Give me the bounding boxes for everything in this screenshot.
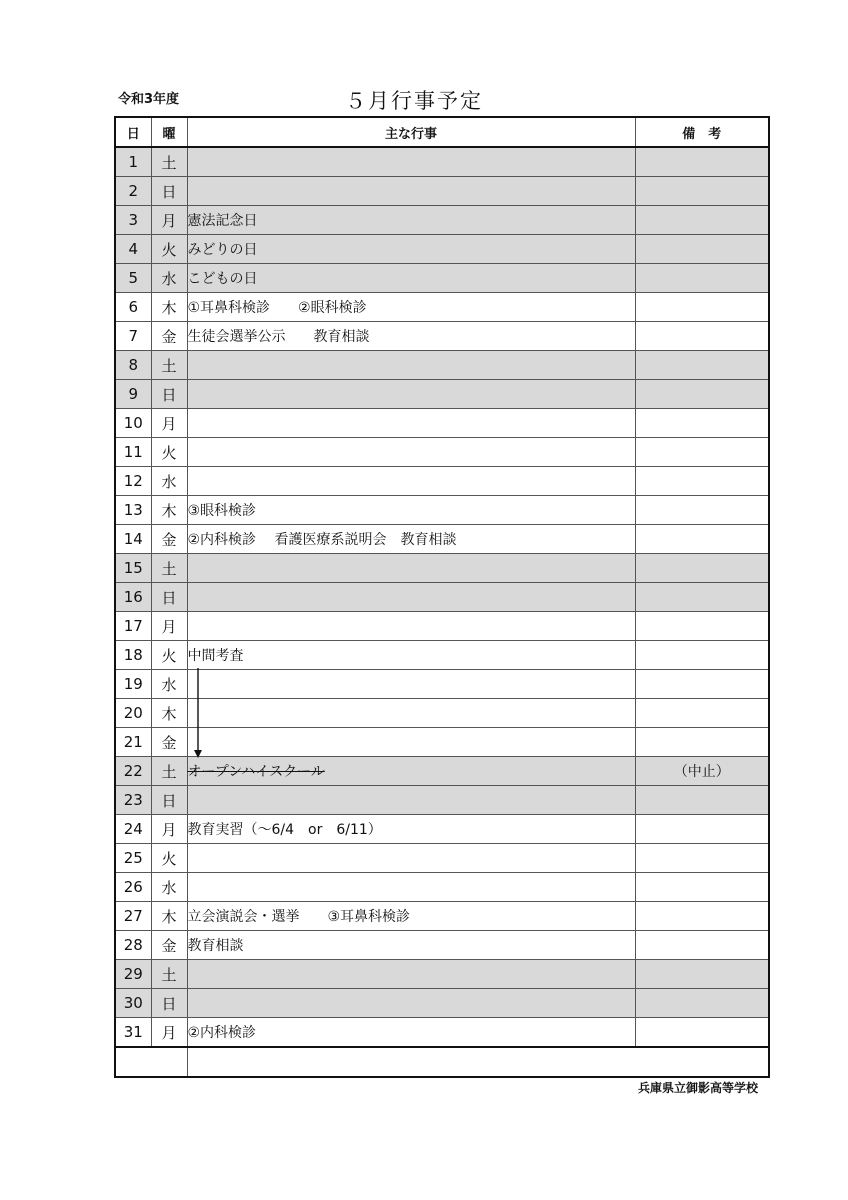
header-events: 主な行事 [187, 117, 635, 147]
event-cell: 立会演説会・選挙 ③耳鼻科検診 [187, 902, 635, 931]
weekday-cell: 木 [151, 496, 187, 525]
weekday-cell: 土 [151, 554, 187, 583]
weekday-cell: 日 [151, 989, 187, 1018]
day-cell: 27 [115, 902, 151, 931]
remarks-cell [635, 235, 769, 264]
table-row [115, 612, 769, 641]
day-cell: 25 [115, 844, 151, 873]
table-row [115, 728, 769, 757]
table-row [115, 380, 769, 409]
weekday-cell: 月 [151, 206, 187, 235]
day-cell: 17 [115, 612, 151, 641]
table-row [115, 438, 769, 467]
event-cell: 生徒会選挙公示 教育相談 [187, 322, 635, 351]
remarks-cell [635, 612, 769, 641]
remarks-cell [635, 206, 769, 235]
weekday-cell: 日 [151, 380, 187, 409]
event-cell [187, 786, 635, 815]
table-row [115, 467, 769, 496]
event-cell [187, 670, 635, 699]
header-day: 日 [115, 117, 151, 147]
day-cell: 5 [115, 264, 151, 293]
event-cell [187, 438, 635, 467]
weekday-cell: 水 [151, 264, 187, 293]
table-row [115, 177, 769, 206]
table-row [115, 931, 769, 960]
remarks-cell [635, 989, 769, 1018]
table-row [115, 699, 769, 728]
day-cell: 1 [115, 147, 151, 177]
remarks-cell [635, 583, 769, 612]
remarks-cell [635, 496, 769, 525]
remarks-cell [635, 351, 769, 380]
remarks-cell [635, 902, 769, 931]
weekday-cell: 火 [151, 641, 187, 670]
weekday-cell: 木 [151, 699, 187, 728]
page-title: ５月行事予定 [345, 89, 483, 113]
remarks-cell [635, 1018, 769, 1048]
remarks-cell [635, 467, 769, 496]
weekday-cell: 火 [151, 235, 187, 264]
remarks-cell [635, 699, 769, 728]
remarks-cell [635, 844, 769, 873]
day-cell: 29 [115, 960, 151, 989]
day-cell: 2 [115, 177, 151, 206]
remarks-cell [635, 641, 769, 670]
weekday-cell: 土 [151, 147, 187, 177]
remarks-cell [635, 670, 769, 699]
event-cell [187, 873, 635, 902]
event-cell: ③眼科検診 [187, 496, 635, 525]
day-cell: 3 [115, 206, 151, 235]
day-cell: 15 [115, 554, 151, 583]
event-cell [187, 844, 635, 873]
weekday-cell: 月 [151, 815, 187, 844]
day-cell: 20 [115, 699, 151, 728]
day-cell: 11 [115, 438, 151, 467]
remarks-cell [635, 380, 769, 409]
event-cell: 憲法記念日 [187, 206, 635, 235]
weekday-cell: 月 [151, 409, 187, 438]
remarks-cell [635, 931, 769, 960]
table-row [115, 815, 769, 844]
day-cell: 24 [115, 815, 151, 844]
remarks-cell [635, 147, 769, 177]
table-row [115, 757, 769, 786]
table-row [115, 525, 769, 554]
day-cell: 31 [115, 1018, 151, 1048]
event-cell [187, 989, 635, 1018]
remarks-cell [635, 786, 769, 815]
table-row [115, 206, 769, 235]
table-row [115, 322, 769, 351]
day-cell: 10 [115, 409, 151, 438]
event-cell: ②内科検診 看護医療系説明会 教育相談 [187, 525, 635, 554]
table-row [115, 960, 769, 989]
table-row [115, 496, 769, 525]
weekday-cell: 月 [151, 612, 187, 641]
event-cell [187, 757, 635, 786]
day-cell: 7 [115, 322, 151, 351]
remarks-cell [635, 554, 769, 583]
day-cell: 21 [115, 728, 151, 757]
day-cell: 18 [115, 641, 151, 670]
blank-cell-left [115, 1047, 187, 1077]
weekday-cell: 火 [151, 438, 187, 467]
event-cell [187, 467, 635, 496]
table-row [115, 409, 769, 438]
blank-footer-row [115, 1047, 769, 1077]
event-cell [187, 177, 635, 206]
table-row [115, 844, 769, 873]
remarks-cell: （中止） [635, 757, 769, 786]
weekday-cell: 水 [151, 670, 187, 699]
event-cell [187, 583, 635, 612]
day-cell: 14 [115, 525, 151, 554]
table-row [115, 641, 769, 670]
event-cell [187, 960, 635, 989]
remarks-cell [635, 815, 769, 844]
day-cell: 23 [115, 786, 151, 815]
event-cell [187, 380, 635, 409]
event-cell: ②内科検診 [187, 1018, 635, 1048]
weekday-cell: 金 [151, 931, 187, 960]
day-cell: 19 [115, 670, 151, 699]
table-row [115, 264, 769, 293]
weekday-cell: 日 [151, 786, 187, 815]
table-row [115, 351, 769, 380]
day-cell: 4 [115, 235, 151, 264]
header-weekday: 曜 [151, 117, 187, 147]
header-row [115, 117, 769, 147]
weekday-cell: 木 [151, 293, 187, 322]
blank-cell-right [187, 1047, 769, 1077]
remarks-cell [635, 960, 769, 989]
event-cell: 中間考査 [187, 641, 635, 670]
day-cell: 16 [115, 583, 151, 612]
table-row [115, 554, 769, 583]
weekday-cell: 木 [151, 902, 187, 931]
schedule-body [115, 147, 769, 1047]
table-row [115, 873, 769, 902]
event-cell: 教育実習（～6/4 or 6/11） [187, 815, 635, 844]
table-row [115, 293, 769, 322]
remarks-cell [635, 293, 769, 322]
school-name: 兵庫県立御影高等学校 [638, 1081, 759, 1095]
day-cell: 9 [115, 380, 151, 409]
weekday-cell: 金 [151, 525, 187, 554]
remarks-cell [635, 873, 769, 902]
event-cell [187, 351, 635, 380]
weekday-cell: 日 [151, 177, 187, 206]
day-cell: 8 [115, 351, 151, 380]
event-cell: ①耳鼻科検診 ②眼科検診 [187, 293, 635, 322]
day-cell: 30 [115, 989, 151, 1018]
weekday-cell: 金 [151, 728, 187, 757]
remarks-cell [635, 438, 769, 467]
cancelled-event: オープンハイスクール [187, 764, 325, 780]
event-cell: 教育相談 [187, 931, 635, 960]
remarks-cell [635, 264, 769, 293]
day-cell: 6 [115, 293, 151, 322]
event-cell: こどもの日 [187, 264, 635, 293]
table-row [115, 989, 769, 1018]
weekday-cell: 月 [151, 1018, 187, 1048]
weekday-cell: 土 [151, 351, 187, 380]
event-cell [187, 409, 635, 438]
weekday-cell: 金 [151, 322, 187, 351]
weekday-cell: 火 [151, 844, 187, 873]
table-row [115, 147, 769, 177]
remarks-cell [635, 525, 769, 554]
day-cell: 13 [115, 496, 151, 525]
day-cell: 12 [115, 467, 151, 496]
event-cell [187, 554, 635, 583]
weekday-cell: 土 [151, 960, 187, 989]
day-cell: 22 [115, 757, 151, 786]
table-row [115, 1018, 769, 1048]
table-row [115, 235, 769, 264]
table-row [115, 786, 769, 815]
table-row [115, 583, 769, 612]
table-row [115, 670, 769, 699]
event-cell [187, 728, 635, 757]
remarks-cell [635, 322, 769, 351]
schedule-table [114, 116, 770, 1078]
weekday-cell: 日 [151, 583, 187, 612]
remarks-cell [635, 409, 769, 438]
event-cell: みどりの日 [187, 235, 635, 264]
remarks-cell [635, 177, 769, 206]
event-cell [187, 147, 635, 177]
table-row [115, 902, 769, 931]
day-cell: 28 [115, 931, 151, 960]
remarks-cell [635, 728, 769, 757]
event-cell [187, 699, 635, 728]
weekday-cell: 土 [151, 757, 187, 786]
weekday-cell: 水 [151, 873, 187, 902]
header-remarks: 備 考 [635, 117, 769, 147]
weekday-cell: 水 [151, 467, 187, 496]
event-cell [187, 612, 635, 641]
fiscal-year-label: 令和3年度 [118, 92, 180, 107]
day-cell: 26 [115, 873, 151, 902]
